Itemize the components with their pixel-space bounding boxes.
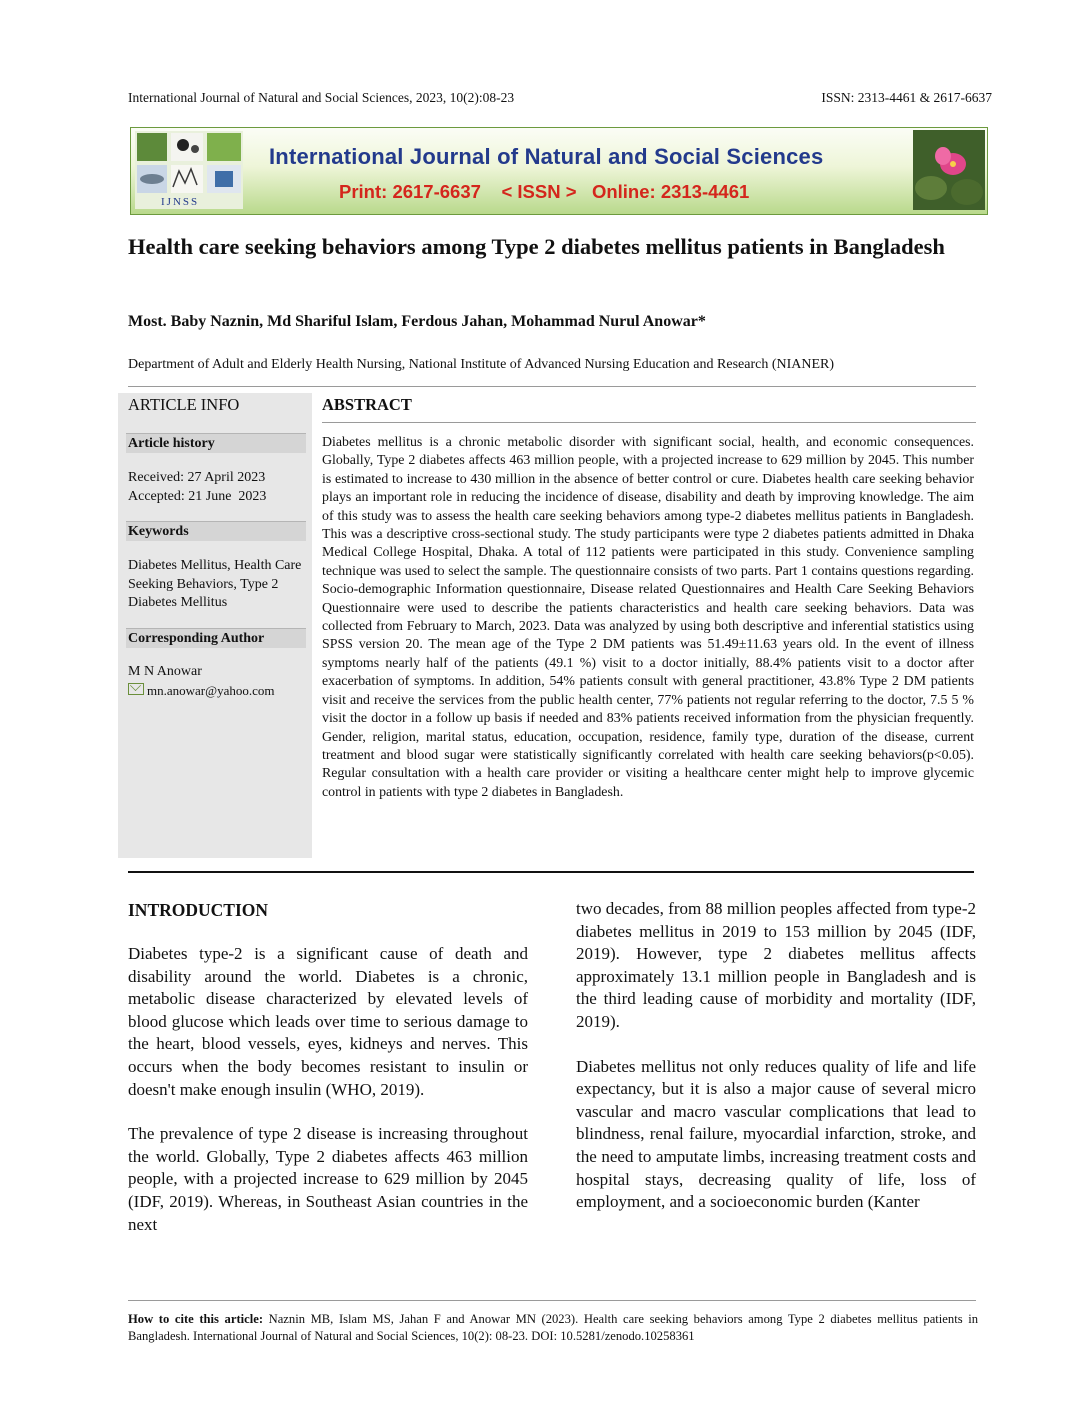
article-title: Health care seeking behaviors among Type 2 diabetes mellitus patients in Bangladesh: [128, 234, 945, 259]
running-header-issn: ISSN: 2313-4461 & 2617-6637: [821, 90, 992, 105]
article-history-label: Article history: [126, 433, 306, 453]
citation: [128, 1311, 978, 1345]
keywords-label: Keywords: [126, 521, 306, 541]
paragraph: Diabetes type-2 is a significant cause of death and disability around the world. Diabetes is a chronic, metabolic disease characterized by elevated levels of blood glucose which leads over time to serious damage to the heart, blood vessels, eyes, kidneys and nerves. This occurs when the body becomes resistant to insulin or doesn't make enough insulin (WHO, 2019).: [128, 944, 528, 1099]
banner-abbreviation: IJNSS: [161, 196, 200, 208]
paragraph: The prevalence of type 2 disease is increasing throughout the world. Globally, Type 2 diabetes affects 463 million people, with a projected increase to 629 million by 2045 (IDF, 2019). Whereas, in Southeast Asian countries in the next: [128, 1124, 528, 1234]
divider: [128, 871, 974, 873]
abstract-heading: ABSTRACT: [322, 395, 412, 414]
paragraph: two decades, from 88 million peoples affected from type-2 diabetes mellitus in 2019 to 153 million by 2045 (IDF, 2019). However, type 2 diabetes mellitus affects approximately 13.1 million people in Bangladesh and is the third leading cause of morbidity and mortality (IDF, 2019).: [576, 899, 976, 1031]
citation-label: How to cite this article:: [128, 1312, 264, 1326]
corresponding-author-label: Corresponding Author: [126, 628, 306, 648]
received-date: Received: 27 April 2023: [128, 470, 266, 485]
keywords-list: Diabetes Mellitus, Health Care Seeking Behaviors, Type 2 Diabetes Mellitus: [128, 558, 302, 610]
introduction-right-column: [576, 898, 976, 1236]
article-info-panel: [118, 393, 312, 858]
article-affiliation: Department of Adult and Elderly Health Nursing, National Institute of Advanced Nursing Education and Research (NIANER): [128, 357, 835, 372]
accepted-date: Accepted: 21 June 2023: [128, 488, 267, 504]
divider: [128, 1300, 976, 1301]
divider: [322, 422, 976, 423]
mail-icon: [128, 683, 144, 695]
journal-banner: [130, 127, 988, 215]
article-history: [128, 469, 308, 506]
corresponding-email-row[interactable]: [128, 682, 308, 701]
paragraph: Diabetes mellitus not only reduces quality of life and life expectancy, but it is also a major cause of several micro vascular and macro vascular complications that lead to blindness, renal failure, myocardial infarction, stroke, and the need to amputate limbs, increasing treatment costs and hospital stays, decreasing quality of life, loss of employment, and a socioeconomic burden (Kanter: [576, 1056, 976, 1212]
divider: [128, 386, 976, 387]
corresponding-author: [128, 663, 308, 700]
abstract-text: Diabetes mellitus is a chronic metabolic disorder with significant social, health, and economic consequences. Globally, Type 2 diabetes affects 463 million people, with a projected increase to 629 million by 2045. This number is estimated to increase to 430 million in the absence of better control or cure. Diabetes health care seeking behavior plays an important role in reducing the incidence of disease, disability and death by improving knowledge. The aim of this study was to assess the health care seeking behaviors among type-2 diabetes mellitus patients in Bangladesh. This was a descriptive cross-sectional study. The study participants were type 2 diabetes patients admitted in Dhaka Medical College Hospital, Dhaka. A total of 112 patients were participated in this study. Convenience sampling technique was used to select the sample. The questionnaire consists of two parts. Part 1 contains questions regarding. Socio-demographic Information questionnaire, Disease related Questionnaires and Health Care Seeking Behaviors Questionnaire were used to describe the patients characteristics and health care seeking behaviors. Data was collected from February to March, 2023. Data was analyzed by using both descriptive and inferential statistics using SPSS version 20. The mean age of the Type 2 DM patients was 51.49±11.63 years old. In the event of illness symptoms nearly half of the patients (49.1 %) visit to a doctor initially, 88.4% patients visit to a doctor after exacerbation of symptoms. In addition, 54% patients consult with general practitioner, 43.8% Type 2 DM patients visit and receive the services from the public health center, 77% patients not regular referring to the doctor, 7.5 5 % visit the doctor in a follow up basis if needed and 83% patients received information from the physician frequently. Gender, religion, marital status, education, occupation, residence, family type, duration of the disease, current treatment and blood sugar were statistically significantly correlated with health care seeking behaviors(p<0.05). Regular consultation with a health care provider or visiting a healthcare center might help to improve glycemic control in patients with type 2 diabetes in Bangladesh.: [322, 435, 974, 800]
article-authors: Most. Baby Naznin, Md Shariful Islam, Ferdous Jahan, Mohammad Nurul Anowar*: [128, 313, 706, 330]
corresponding-author-email[interactable]: mn.anowar@yahoo.com: [147, 682, 275, 698]
introduction-left-column: [128, 943, 528, 1258]
introduction-heading: INTRODUCTION: [128, 900, 269, 920]
citation-text: Naznin MB, Islam MS, Jahan F and Anowar MN (2023). Health care seeking behaviors among Type 2 diabetes mellitus patients in Bangladesh. International Journal of Natural and Social Sciences, 10(2): 08-23. DOI: 10.5281/zenodo.10258361: [128, 1312, 978, 1343]
corresponding-author-name: M N Anowar: [128, 664, 202, 679]
banner-issn-line: Print: 2617-6637 < ISSN > Online: 2313-4461: [339, 181, 750, 202]
banner-flower-image: [913, 130, 985, 210]
article-info-heading: ARTICLE INFO: [128, 395, 240, 414]
running-header-journal: International Journal of Natural and Social Sciences, 2023, 10(2):08-23: [128, 90, 515, 105]
banner-title: International Journal of Natural and Social Sciences: [269, 144, 824, 169]
